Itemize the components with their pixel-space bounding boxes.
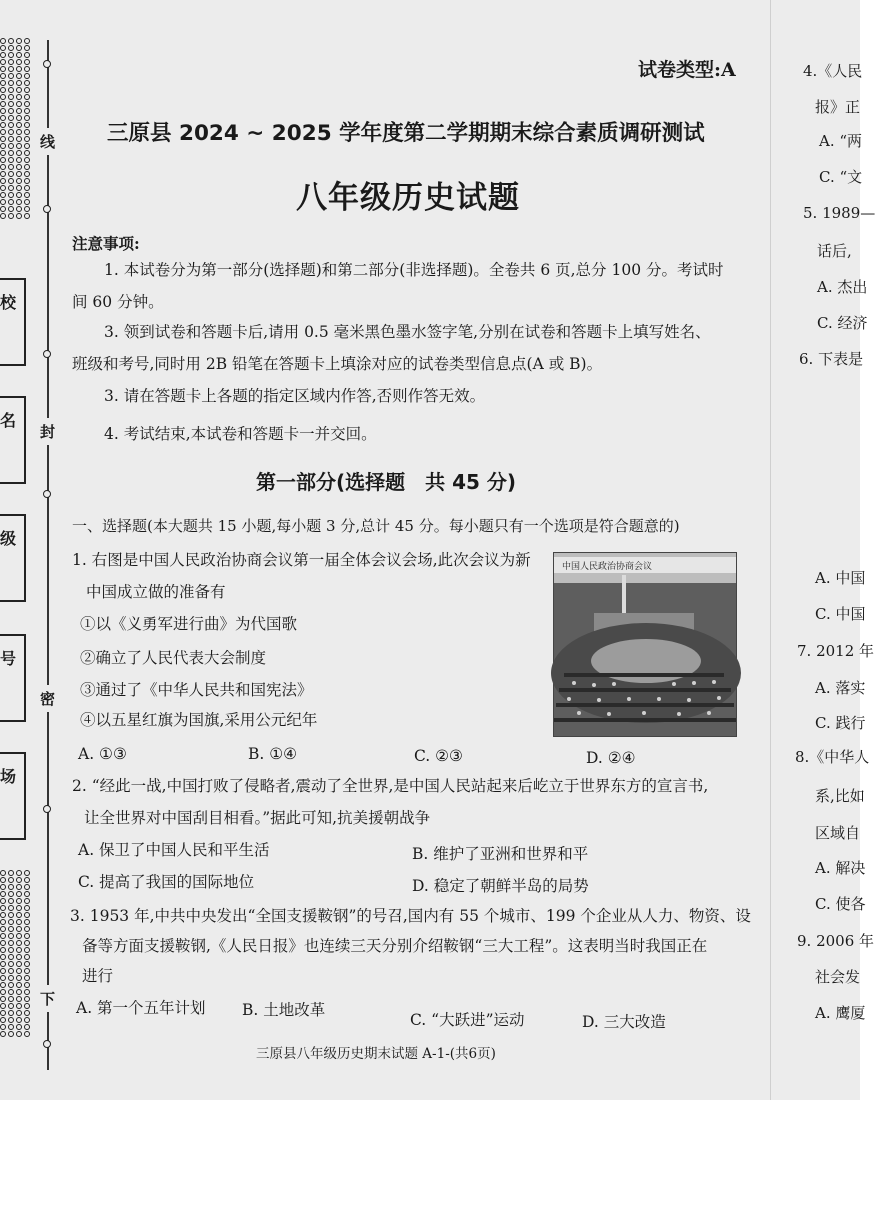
punch-hole <box>8 185 14 191</box>
binding-dot <box>43 205 51 213</box>
punch-holes-bottom <box>0 870 32 1037</box>
punch-hole <box>0 143 6 149</box>
punch-hole <box>0 108 6 114</box>
punch-hole <box>0 905 6 911</box>
punch-hole <box>24 157 30 163</box>
punch-hole <box>16 940 22 946</box>
punch-hole <box>8 1024 14 1030</box>
punch-hole <box>16 87 22 93</box>
punch-hole <box>24 185 30 191</box>
punch-hole <box>8 1017 14 1023</box>
right-line: A. 杰出 <box>817 278 868 296</box>
punch-hole <box>0 877 6 883</box>
punch-hole <box>24 150 30 156</box>
punch-hole <box>8 164 14 170</box>
punch-hole <box>24 129 30 135</box>
punch-hole <box>24 905 30 911</box>
binding-char-down: 下 <box>40 985 55 1012</box>
punch-hole <box>24 192 30 198</box>
punch-hole <box>8 94 14 100</box>
punch-hole <box>24 1024 30 1030</box>
punch-hole <box>24 171 30 177</box>
q2-stem: 2. “经此一战,中国打败了侵略者,震动了全世界,是中国人民站起来后屹立于世界东方的宣言书, <box>72 777 709 795</box>
note-item-2-cont: 班级和考号,同时用 2B 铅笔在答题卡上填涂对应的试卷类型信息点(A 或 B)。 <box>72 355 603 373</box>
right-line: A. 鹰厦 <box>815 1004 866 1022</box>
exam-page <box>70 0 760 1100</box>
punch-hole <box>0 919 6 925</box>
punch-hole <box>0 115 6 121</box>
punch-hole <box>8 933 14 939</box>
punch-hole <box>8 171 14 177</box>
punch-hole <box>24 136 30 142</box>
punch-hole <box>16 136 22 142</box>
binding-char-line: 线 <box>40 128 55 155</box>
note-item-4: 4. 考试结束,本试卷和答题卡一并交回。 <box>104 425 377 443</box>
punch-hole <box>0 1010 6 1016</box>
q1-option-c: C. ②③ <box>414 747 463 765</box>
note-item-1: 1. 本试卷分为第一部分(选择题)和第二部分(非选择题)。全卷共 6 页,总分 100 分。考试时 <box>104 261 724 279</box>
punch-hole <box>0 199 6 205</box>
punch-hole <box>8 898 14 904</box>
punch-hole <box>16 206 22 212</box>
next-page-fragment <box>770 0 875 1100</box>
punch-hole <box>0 171 6 177</box>
punch-hole <box>16 171 22 177</box>
punch-hole <box>8 1003 14 1009</box>
punch-hole <box>0 898 6 904</box>
punch-hole <box>8 143 14 149</box>
punch-hole <box>8 178 14 184</box>
field-class <box>0 514 26 602</box>
punch-hole <box>16 1031 22 1037</box>
punch-hole <box>24 66 30 72</box>
punch-hole <box>16 45 22 51</box>
punch-hole <box>8 199 14 205</box>
binding-dot <box>43 490 51 498</box>
q1-option-d: D. ②④ <box>586 749 636 767</box>
punch-hole <box>16 919 22 925</box>
punch-hole <box>24 199 30 205</box>
punch-hole <box>16 891 22 897</box>
right-line: 5. 1989— <box>803 204 875 222</box>
punch-hole <box>16 870 22 876</box>
punch-hole <box>0 975 6 981</box>
field-room <box>0 752 26 840</box>
punch-hole <box>8 108 14 114</box>
binding-dot <box>43 805 51 813</box>
punch-hole <box>8 38 14 44</box>
punch-hole <box>8 129 14 135</box>
field-class-label: 级 <box>0 529 17 548</box>
punch-hole <box>0 213 6 219</box>
punch-hole <box>16 129 22 135</box>
binding-char-seal: 封 <box>40 418 55 445</box>
note-item-1-cont: 间 60 分钟。 <box>72 293 164 311</box>
punch-hole <box>16 961 22 967</box>
punch-hole <box>24 1031 30 1037</box>
punch-hole <box>24 59 30 65</box>
q3-option-a: A. 第一个五年计划 <box>76 999 206 1017</box>
field-name <box>0 396 26 484</box>
binding-margin <box>0 0 70 1100</box>
punch-hole <box>24 45 30 51</box>
punch-hole <box>16 66 22 72</box>
page-footer: 三原县八年级历史期末试题 A-1-(共6页) <box>256 1046 496 1062</box>
punch-hole <box>24 975 30 981</box>
q1-statement-4: ④以五星红旗为国旗,采用公元纪年 <box>80 711 318 729</box>
q3-stem-cont: 备等方面支援鞍钢,《人民日报》也连续三天分别介绍鞍钢“三大工程”。这表明当时我国正在 <box>82 937 708 955</box>
punch-hole <box>16 947 22 953</box>
punch-hole <box>16 877 22 883</box>
punch-hole <box>16 101 22 107</box>
q1-statement-1: ①以《义勇军进行曲》为代国歌 <box>80 615 298 633</box>
punch-hole <box>16 164 22 170</box>
q3-option-b: B. 土地改革 <box>242 1001 326 1019</box>
punch-hole <box>8 157 14 163</box>
binding-char-secret: 密 <box>40 685 55 712</box>
punch-hole <box>16 968 22 974</box>
punch-hole <box>24 989 30 995</box>
right-line: A. “两 <box>819 132 863 150</box>
punch-hole <box>16 1017 22 1023</box>
punch-hole <box>0 996 6 1002</box>
punch-hole <box>24 926 30 932</box>
punch-hole <box>0 1003 6 1009</box>
exam-title: 三原县 2024 ~ 2025 学年度第二学期期末综合素质调研测试 <box>107 121 705 146</box>
q2-stem-cont: 让全世界对中国刮目相看。”据此可知,抗美援朝战争 <box>84 809 431 827</box>
punch-hole <box>16 115 22 121</box>
field-room-label: 场 <box>0 767 17 786</box>
punch-hole <box>8 975 14 981</box>
q3-option-c: C. “大跃进”运动 <box>410 1011 525 1029</box>
q2-option-d: D. 稳定了朝鲜半岛的局势 <box>412 877 589 895</box>
q1-statement-2: ②确立了人民代表大会制度 <box>80 649 267 667</box>
punch-hole <box>8 1010 14 1016</box>
punch-hole <box>0 178 6 184</box>
punch-hole <box>8 73 14 79</box>
punch-hole <box>0 891 6 897</box>
punch-hole <box>16 192 22 198</box>
punch-hole <box>16 996 22 1002</box>
punch-hole <box>24 870 30 876</box>
punch-hole <box>8 122 14 128</box>
q3-stem: 3. 1953 年,中共中央发出“全国支援鞍钢”的号召,国内有 55 个城市、199 个企业从人力、物资、设 <box>70 907 751 925</box>
punch-hole <box>24 891 30 897</box>
paper-type: 试卷类型:A <box>638 59 736 81</box>
binding-dot <box>43 60 51 68</box>
right-line: 报》正 <box>815 98 861 116</box>
punch-hole <box>0 912 6 918</box>
punch-hole <box>24 933 30 939</box>
punch-hole <box>24 877 30 883</box>
punch-hole <box>8 905 14 911</box>
field-school-label: 校 <box>0 293 17 312</box>
note-item-2: 3. 领到试卷和答题卡后,请用 0.5 毫米黑色墨水签字笔,分别在试卷和答题卡上填写姓名、 <box>104 323 711 341</box>
punch-hole <box>0 38 6 44</box>
punch-hole <box>0 185 6 191</box>
punch-hole <box>8 996 14 1002</box>
punch-hole <box>24 898 30 904</box>
punch-hole <box>8 1031 14 1037</box>
punch-hole <box>8 150 14 156</box>
punch-hole <box>0 45 6 51</box>
q1-stem-cont: 中国成立做的准备有 <box>86 583 226 601</box>
punch-hole <box>0 884 6 890</box>
punch-hole <box>16 108 22 114</box>
punch-hole <box>16 982 22 988</box>
punch-hole <box>16 122 22 128</box>
punch-hole <box>24 206 30 212</box>
punch-hole <box>8 115 14 121</box>
punch-hole <box>8 940 14 946</box>
punch-hole <box>24 940 30 946</box>
note-item-3: 3. 请在答题卡上各题的指定区域内作答,否则作答无效。 <box>104 387 486 405</box>
punch-hole <box>16 150 22 156</box>
punch-hole <box>16 989 22 995</box>
punch-hole <box>0 136 6 142</box>
punch-hole <box>0 73 6 79</box>
punch-hole <box>16 933 22 939</box>
right-line: 6. 下表是 <box>799 350 864 368</box>
punch-hole <box>8 891 14 897</box>
punch-hole <box>8 52 14 58</box>
punch-hole <box>8 206 14 212</box>
notes-heading: 注意事项: <box>72 234 140 253</box>
right-line: 7. 2012 年 <box>797 642 875 660</box>
punch-hole <box>0 192 6 198</box>
q1-photo <box>553 552 737 737</box>
q2-option-b: B. 维护了亚洲和世界和平 <box>412 845 589 863</box>
punch-hole <box>24 164 30 170</box>
binding-dot <box>43 350 51 358</box>
punch-hole <box>24 122 30 128</box>
field-number-label: 号 <box>0 649 17 668</box>
q2-option-a: A. 保卫了中国人民和平生活 <box>78 841 270 859</box>
punch-hole <box>24 884 30 890</box>
punch-hole <box>0 59 6 65</box>
q3-stem-cont2: 进行 <box>82 967 114 985</box>
punch-hole <box>8 136 14 142</box>
punch-hole <box>0 933 6 939</box>
punch-hole <box>8 80 14 86</box>
punch-hole <box>24 968 30 974</box>
punch-hole <box>16 73 22 79</box>
punch-hole <box>24 919 30 925</box>
punch-hole <box>16 1003 22 1009</box>
right-line: 社会发 <box>815 968 861 986</box>
punch-hole <box>16 975 22 981</box>
q3-option-d: D. 三大改造 <box>582 1013 666 1031</box>
punch-hole <box>0 206 6 212</box>
right-line: C. 使各 <box>815 895 866 913</box>
punch-hole <box>0 982 6 988</box>
punch-hole <box>16 954 22 960</box>
punch-hole <box>0 926 6 932</box>
punch-hole <box>24 80 30 86</box>
punch-hole <box>8 947 14 953</box>
binding-dot <box>43 1040 51 1048</box>
punch-hole <box>0 52 6 58</box>
right-line: 系,比如 <box>815 787 865 805</box>
punch-hole <box>16 199 22 205</box>
punch-hole <box>0 968 6 974</box>
punch-hole <box>8 66 14 72</box>
punch-hole <box>24 996 30 1002</box>
right-line: A. 中国 <box>815 569 866 587</box>
punch-hole <box>8 919 14 925</box>
right-line: 4.《人民 <box>803 62 863 80</box>
punch-hole <box>8 884 14 890</box>
right-line: 话后, <box>817 242 852 260</box>
punch-hole <box>16 1010 22 1016</box>
punch-hole <box>0 122 6 128</box>
punch-hole <box>8 912 14 918</box>
q1-option-a: A. ①③ <box>78 745 127 763</box>
q1-statement-3: ③通过了《中华人民共和国宪法》 <box>80 681 313 699</box>
punch-hole <box>16 884 22 890</box>
exam-subtitle: 八年级历史试题 <box>296 180 520 216</box>
punch-hole <box>24 38 30 44</box>
punch-hole <box>24 1003 30 1009</box>
section-heading: 一、选择题(本大题共 15 小题,每小题 3 分,总计 45 分。每小题只有一个选项是符合题意的) <box>72 517 680 535</box>
punch-hole <box>0 940 6 946</box>
punch-hole <box>16 185 22 191</box>
punch-hole <box>0 157 6 163</box>
field-school <box>0 278 26 366</box>
punch-hole <box>8 213 14 219</box>
punch-hole <box>8 101 14 107</box>
punch-hole <box>16 38 22 44</box>
punch-hole <box>8 59 14 65</box>
punch-hole <box>24 87 30 93</box>
punch-holes-top <box>0 38 32 219</box>
q1-stem: 1. 右图是中国人民政治协商会议第一届全体会议会场,此次会议为新 <box>72 551 531 569</box>
punch-hole <box>16 52 22 58</box>
punch-hole <box>24 1017 30 1023</box>
field-name-label: 名 <box>0 411 17 430</box>
right-line: C. 中国 <box>815 605 866 623</box>
punch-hole <box>0 1024 6 1030</box>
punch-hole <box>8 954 14 960</box>
punch-hole <box>16 157 22 163</box>
q2-option-c: C. 提高了我国的国际地位 <box>78 873 255 891</box>
punch-hole <box>8 989 14 995</box>
punch-hole <box>24 101 30 107</box>
right-line: A. 落实 <box>815 679 866 697</box>
punch-hole <box>24 94 30 100</box>
punch-hole <box>24 1010 30 1016</box>
punch-hole <box>0 164 6 170</box>
photo-banner-text: 中国人民政治协商会议 <box>562 562 653 572</box>
punch-hole <box>8 87 14 93</box>
punch-hole <box>16 59 22 65</box>
punch-hole <box>24 954 30 960</box>
right-line: C. “文 <box>819 168 863 186</box>
punch-hole <box>24 912 30 918</box>
punch-hole <box>8 877 14 883</box>
punch-hole <box>16 213 22 219</box>
punch-hole <box>24 108 30 114</box>
punch-hole <box>16 80 22 86</box>
punch-hole <box>24 115 30 121</box>
field-number <box>0 634 26 722</box>
punch-hole <box>0 954 6 960</box>
punch-hole <box>24 961 30 967</box>
punch-hole <box>16 912 22 918</box>
punch-hole <box>0 80 6 86</box>
part1-heading: 第一部分(选择题 共 45 分) <box>256 470 517 494</box>
punch-hole <box>8 982 14 988</box>
punch-hole <box>0 1017 6 1023</box>
right-line: A. 解决 <box>815 859 866 877</box>
punch-hole <box>0 961 6 967</box>
punch-hole <box>16 898 22 904</box>
right-line: 9. 2006 年 <box>797 932 875 950</box>
punch-hole <box>8 968 14 974</box>
right-line: C. 践行 <box>815 714 866 732</box>
blank-area <box>0 1100 860 1217</box>
punch-hole <box>24 178 30 184</box>
punch-hole <box>24 143 30 149</box>
punch-hole <box>16 143 22 149</box>
punch-hole <box>0 989 6 995</box>
punch-hole <box>24 73 30 79</box>
punch-hole <box>8 961 14 967</box>
punch-hole <box>16 926 22 932</box>
right-line: 8.《中华人 <box>795 748 870 766</box>
punch-hole <box>16 905 22 911</box>
punch-hole <box>16 1024 22 1030</box>
punch-hole <box>0 66 6 72</box>
punch-hole <box>0 87 6 93</box>
punch-hole <box>16 94 22 100</box>
punch-hole <box>0 870 6 876</box>
q1-option-b: B. ①④ <box>248 745 298 763</box>
binding-line <box>47 40 49 1070</box>
punch-hole <box>24 213 30 219</box>
punch-hole <box>8 45 14 51</box>
punch-hole <box>8 870 14 876</box>
right-line: 区域自 <box>815 824 861 842</box>
punch-hole <box>16 178 22 184</box>
punch-hole <box>24 982 30 988</box>
punch-hole <box>0 94 6 100</box>
punch-hole <box>24 947 30 953</box>
punch-hole <box>8 192 14 198</box>
punch-hole <box>0 947 6 953</box>
punch-hole <box>0 101 6 107</box>
punch-hole <box>24 52 30 58</box>
punch-hole <box>8 926 14 932</box>
punch-hole <box>0 129 6 135</box>
punch-hole <box>0 150 6 156</box>
punch-hole <box>0 1031 6 1037</box>
right-line: C. 经济 <box>817 314 868 332</box>
